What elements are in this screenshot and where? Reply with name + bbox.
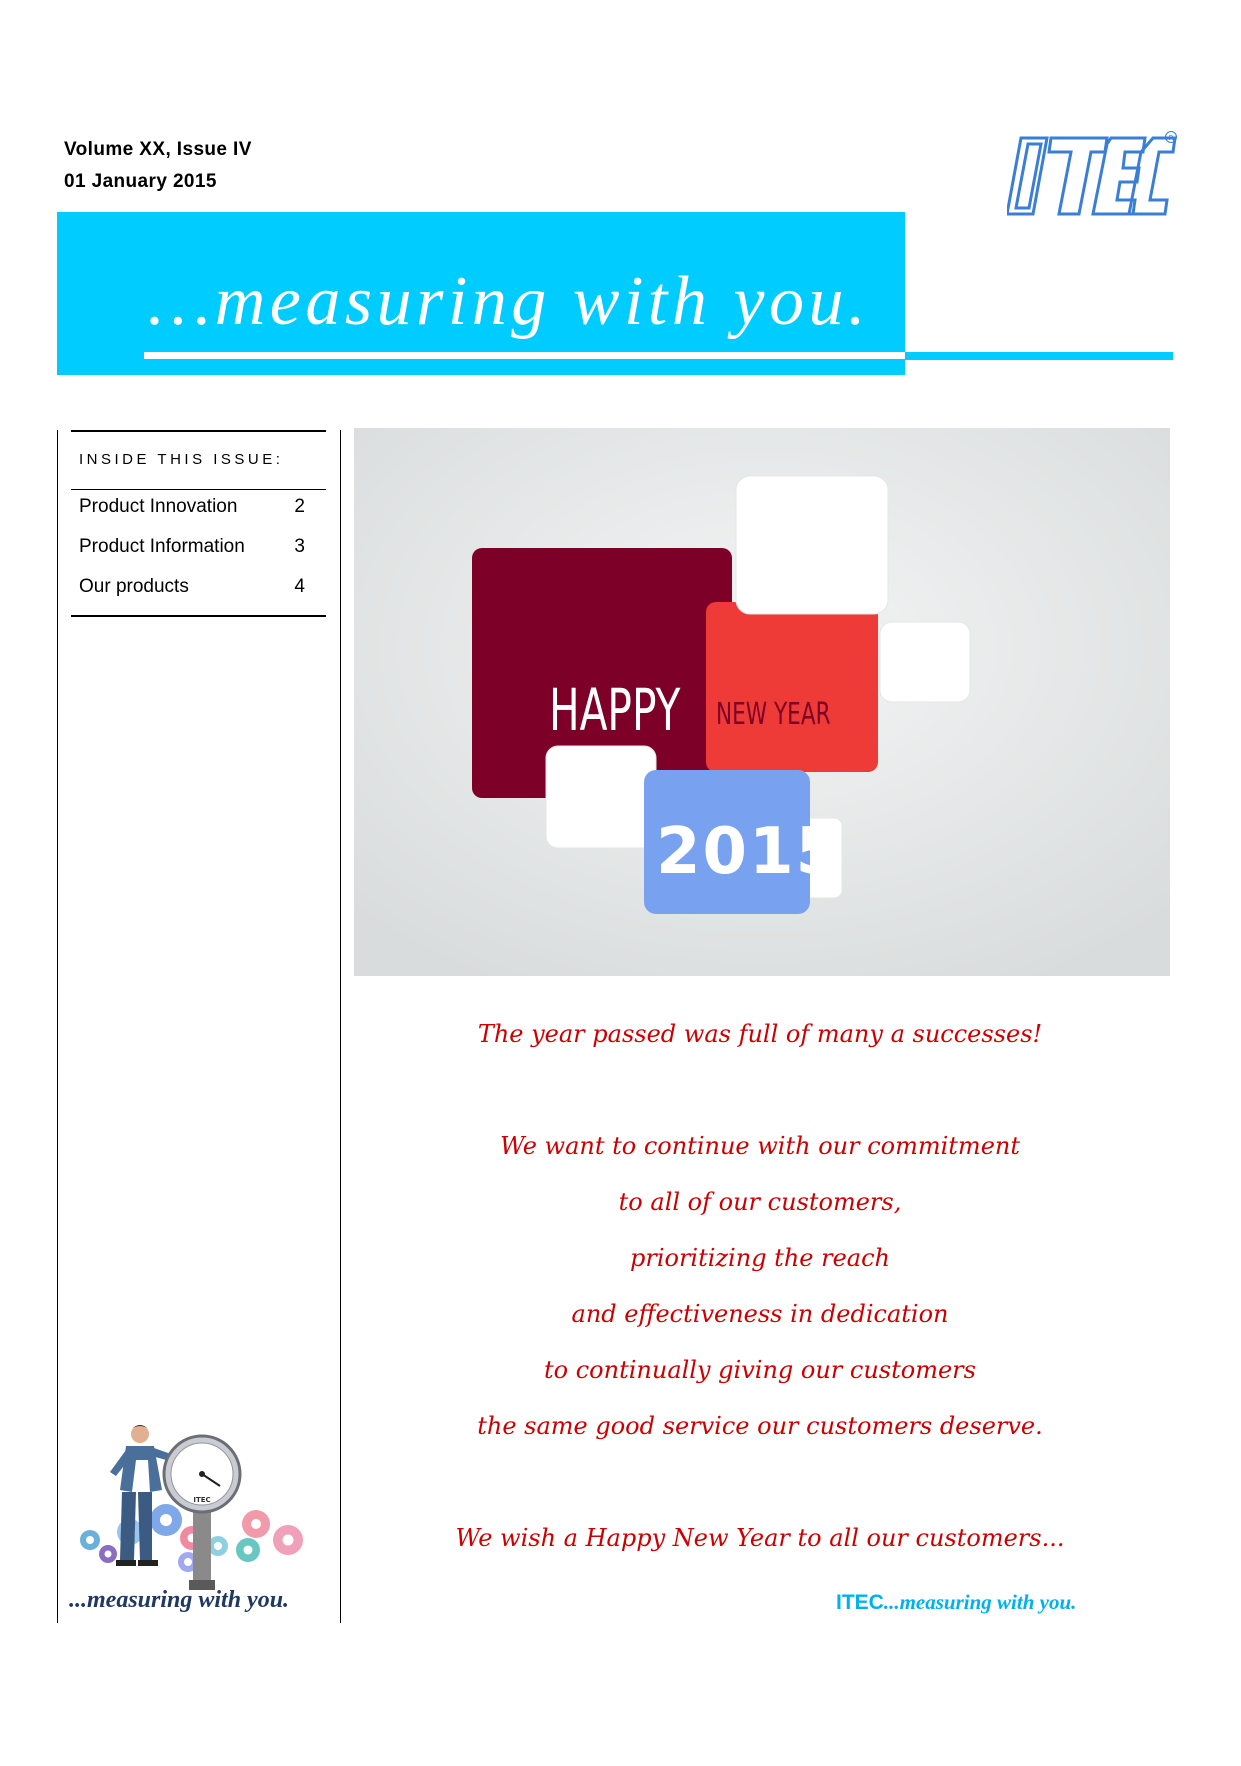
- logo-text: ITEC: [1007, 130, 1010, 131]
- toc-item-page: 3: [294, 536, 305, 557]
- toc-heading: INSIDE THIS ISSUE:: [79, 451, 284, 468]
- toc-list: [79, 493, 305, 613]
- message-line: We want to continue with our commitment: [499, 1132, 1020, 1160]
- new-year-text: NEW YEAR: [716, 697, 831, 733]
- message-line: to all of our customers,: [618, 1188, 902, 1216]
- white-tile: [736, 476, 888, 614]
- toc-item[interactable]: [79, 533, 305, 573]
- issue-date: 01 January 2015: [64, 171, 217, 192]
- banner-tagline: …measuring with you.: [148, 263, 870, 340]
- toc-item-label: Product Innovation: [79, 496, 238, 517]
- toc-item[interactable]: [79, 573, 305, 613]
- left-column-rule: [57, 430, 58, 1623]
- toc-divider: [71, 489, 326, 490]
- year-text: 2015: [656, 815, 843, 889]
- message-line: We wish a Happy New Year to all our customers...: [455, 1524, 1065, 1552]
- mascot-illustration: [70, 1420, 325, 1600]
- toc-item-label: Our products: [79, 576, 189, 597]
- gears-icon: [80, 1504, 303, 1572]
- white-tile: [546, 746, 656, 848]
- message-line: to continually giving our customers: [544, 1356, 976, 1384]
- volume-label: Volume XX, Issue IV: [64, 139, 252, 160]
- message-line: and effectiveness in dedication: [571, 1300, 949, 1328]
- happy-new-year-image: [354, 428, 1170, 976]
- mascot-caption: ...measuring with you.: [69, 1587, 290, 1613]
- gauge-label: ITEC: [193, 1496, 211, 1504]
- svg-text:R: R: [1168, 134, 1174, 142]
- toc-item-page: 4: [294, 576, 305, 597]
- banner-rule: [905, 352, 1173, 360]
- toc-bottom-rule: [71, 615, 326, 617]
- banner-underline: [144, 352, 905, 359]
- new-year-message: [360, 1006, 1160, 1566]
- itec-logo: [1007, 130, 1179, 220]
- message-line: The year passed was full of many a successes!: [477, 1020, 1043, 1048]
- message-line: the same good service our customers deserve.: [477, 1412, 1043, 1440]
- toc-item-label: Product Information: [79, 536, 245, 557]
- signoff-slogan: ...measuring with you.: [883, 1590, 1077, 1614]
- happy-text: HAPPY: [549, 677, 681, 745]
- column-divider: [340, 430, 341, 1623]
- white-tile: [880, 622, 970, 702]
- message-line: prioritizing the reach: [629, 1244, 890, 1272]
- signoff-brand: ITEC: [836, 1591, 884, 1614]
- toc-item-page: 2: [294, 496, 305, 517]
- toc-item[interactable]: [79, 493, 305, 533]
- red-tile: [706, 602, 878, 772]
- toc-top-rule: [71, 430, 326, 432]
- signoff: [836, 1590, 1076, 1615]
- issue-info: [64, 134, 252, 198]
